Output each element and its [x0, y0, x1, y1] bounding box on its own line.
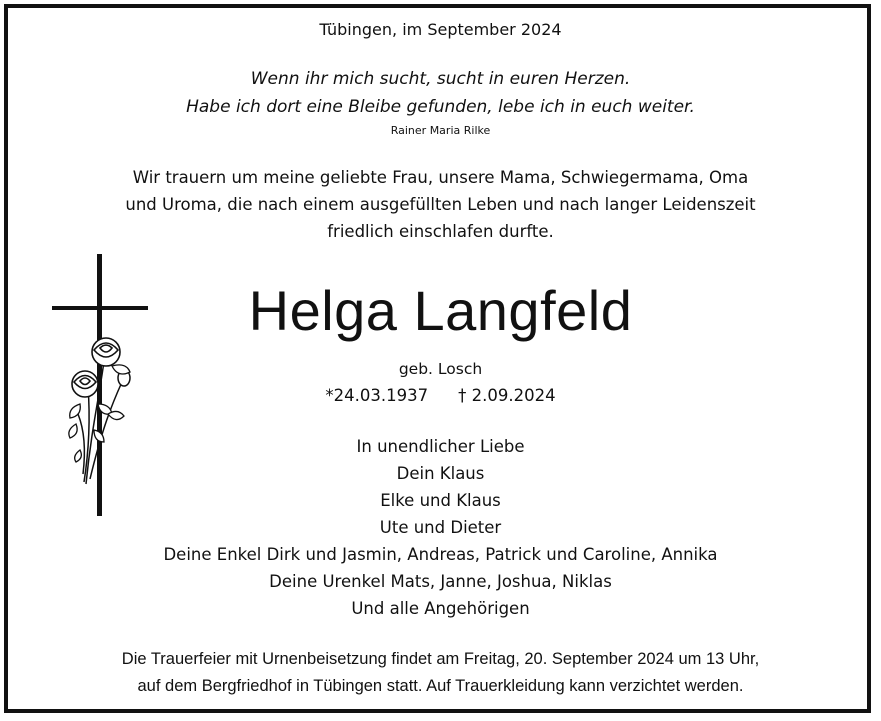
mourner-line: Ute und Dieter — [379, 518, 502, 537]
mourner-line: Dein Klaus — [396, 464, 485, 483]
funeral-info-line-2: auf dem Bergfriedhof in Tübingen statt. Auf Trauerkleidung kann verzichtet werden. — [137, 677, 744, 695]
birth-date: *24.03.1937 — [325, 386, 429, 405]
deceased-name: Helga Langfeld — [248, 279, 633, 342]
mourner-line: Deine Enkel Dirk und Jasmin, Andreas, Patrick und Caroline, Annika — [163, 545, 718, 564]
intro-line-1: Wir trauern um meine geliebte Frau, unsere Mama, Schwiegermama, Oma — [132, 168, 749, 187]
quote-line-1: Wenn ihr mich sucht, sucht in euren Herzen. — [250, 69, 631, 89]
intro-line-3: friedlich einschlafen durfte. — [327, 222, 554, 241]
mourner-line: In unendlicher Liebe — [356, 437, 525, 456]
quote-author: Rainer Maria Rilke — [390, 124, 491, 137]
funeral-info-line-1: Die Trauerfeier mit Urnenbeisetzung findet am Freitag, 20. September 2024 um 13 Uhr, — [121, 650, 760, 668]
quote-line-2: Habe ich dort eine Bleibe gefunden, lebe ich in euch weiter. — [186, 97, 695, 117]
intro-line-2: und Uroma, die nach einem ausgefüllten Leben und nach langer Leidenszeit — [125, 195, 756, 214]
birth-name: geb. Losch — [398, 360, 483, 378]
mourner-line: Deine Urenkel Mats, Janne, Joshua, Niklas — [269, 572, 612, 591]
mourner-line: Und alle Angehörigen — [351, 599, 530, 618]
life-dates — [0, 386, 881, 405]
place-date: Tübingen, im September 2024 — [319, 20, 562, 39]
death-date: † 2.09.2024 — [458, 386, 556, 405]
mourner-line: Elke und Klaus — [380, 491, 501, 510]
